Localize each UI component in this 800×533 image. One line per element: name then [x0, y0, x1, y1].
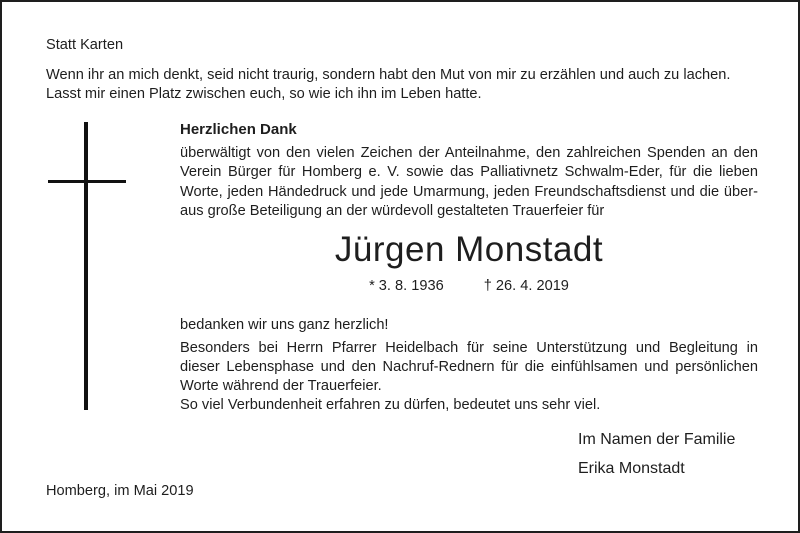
- verbundenheit-line: So viel Verbundenheit erfahren zu dürfen, bedeutet uns sehr viel.: [180, 397, 601, 413]
- special-thanks-line: Worte während der Trauerfeier.: [180, 378, 382, 395]
- signature-family: Im Namen der Familie: [578, 431, 736, 448]
- death-date: † 26. 4. 2019: [483, 278, 569, 294]
- special-thanks-line: dieser Lebensphase und den Nachruf-Rednern für die einfühlsamen und persönlichen: [180, 359, 758, 376]
- intro-verse: [46, 66, 730, 104]
- cross-icon-bar: [48, 180, 126, 183]
- thanks-line: überwältigt von den vielen Zeichen der Anteilnahme, den zahlreichen Spenden an den: [180, 145, 758, 161]
- intro-verse-line: Lasst mir einen Platz zwischen euch, so wie ich ihn im Leben hatte.: [46, 86, 482, 102]
- thanks-line: Verein Bürger für Homberg e. V. sowie das Palliativnetz Schwalm-Eder, für die lieben: [180, 164, 758, 181]
- special-thanks-line: Besonders bei Herrn Pfarrer Heidelbach für seine Unterstützung und Begleitung in: [180, 340, 758, 356]
- birth-date: * 3. 8. 1936: [369, 278, 444, 294]
- deceased-name: Jürgen Monstadt: [334, 230, 604, 269]
- thanks-heading: Herzlichen Dank: [180, 121, 297, 138]
- thanks-paragraph: [180, 144, 758, 221]
- thanks-line: aus große Beteiligung an der würdevoll gestalteten Trauerfeier für: [180, 202, 605, 219]
- thanks-closing: bedanken wir uns ganz herzlich!: [180, 317, 389, 333]
- intro-verse-line: Wenn ihr an mich denkt, seid nicht traurig, sondern habt den Mut von mir zu erzählen und auch zu lachen.: [46, 67, 731, 83]
- cross-icon: [84, 122, 88, 410]
- thanks-line: Worte, jeden Händedruck und jede Umarmung, jeden Freundschaftsdienst und die über-: [180, 183, 758, 200]
- special-thanks-paragraph: [180, 339, 758, 397]
- life-dates: [180, 277, 758, 296]
- signature-name: Erika Monstadt: [578, 460, 685, 477]
- place-date: Homberg, im Mai 2019: [46, 483, 194, 499]
- statt-karten-label: Statt Karten: [46, 37, 124, 53]
